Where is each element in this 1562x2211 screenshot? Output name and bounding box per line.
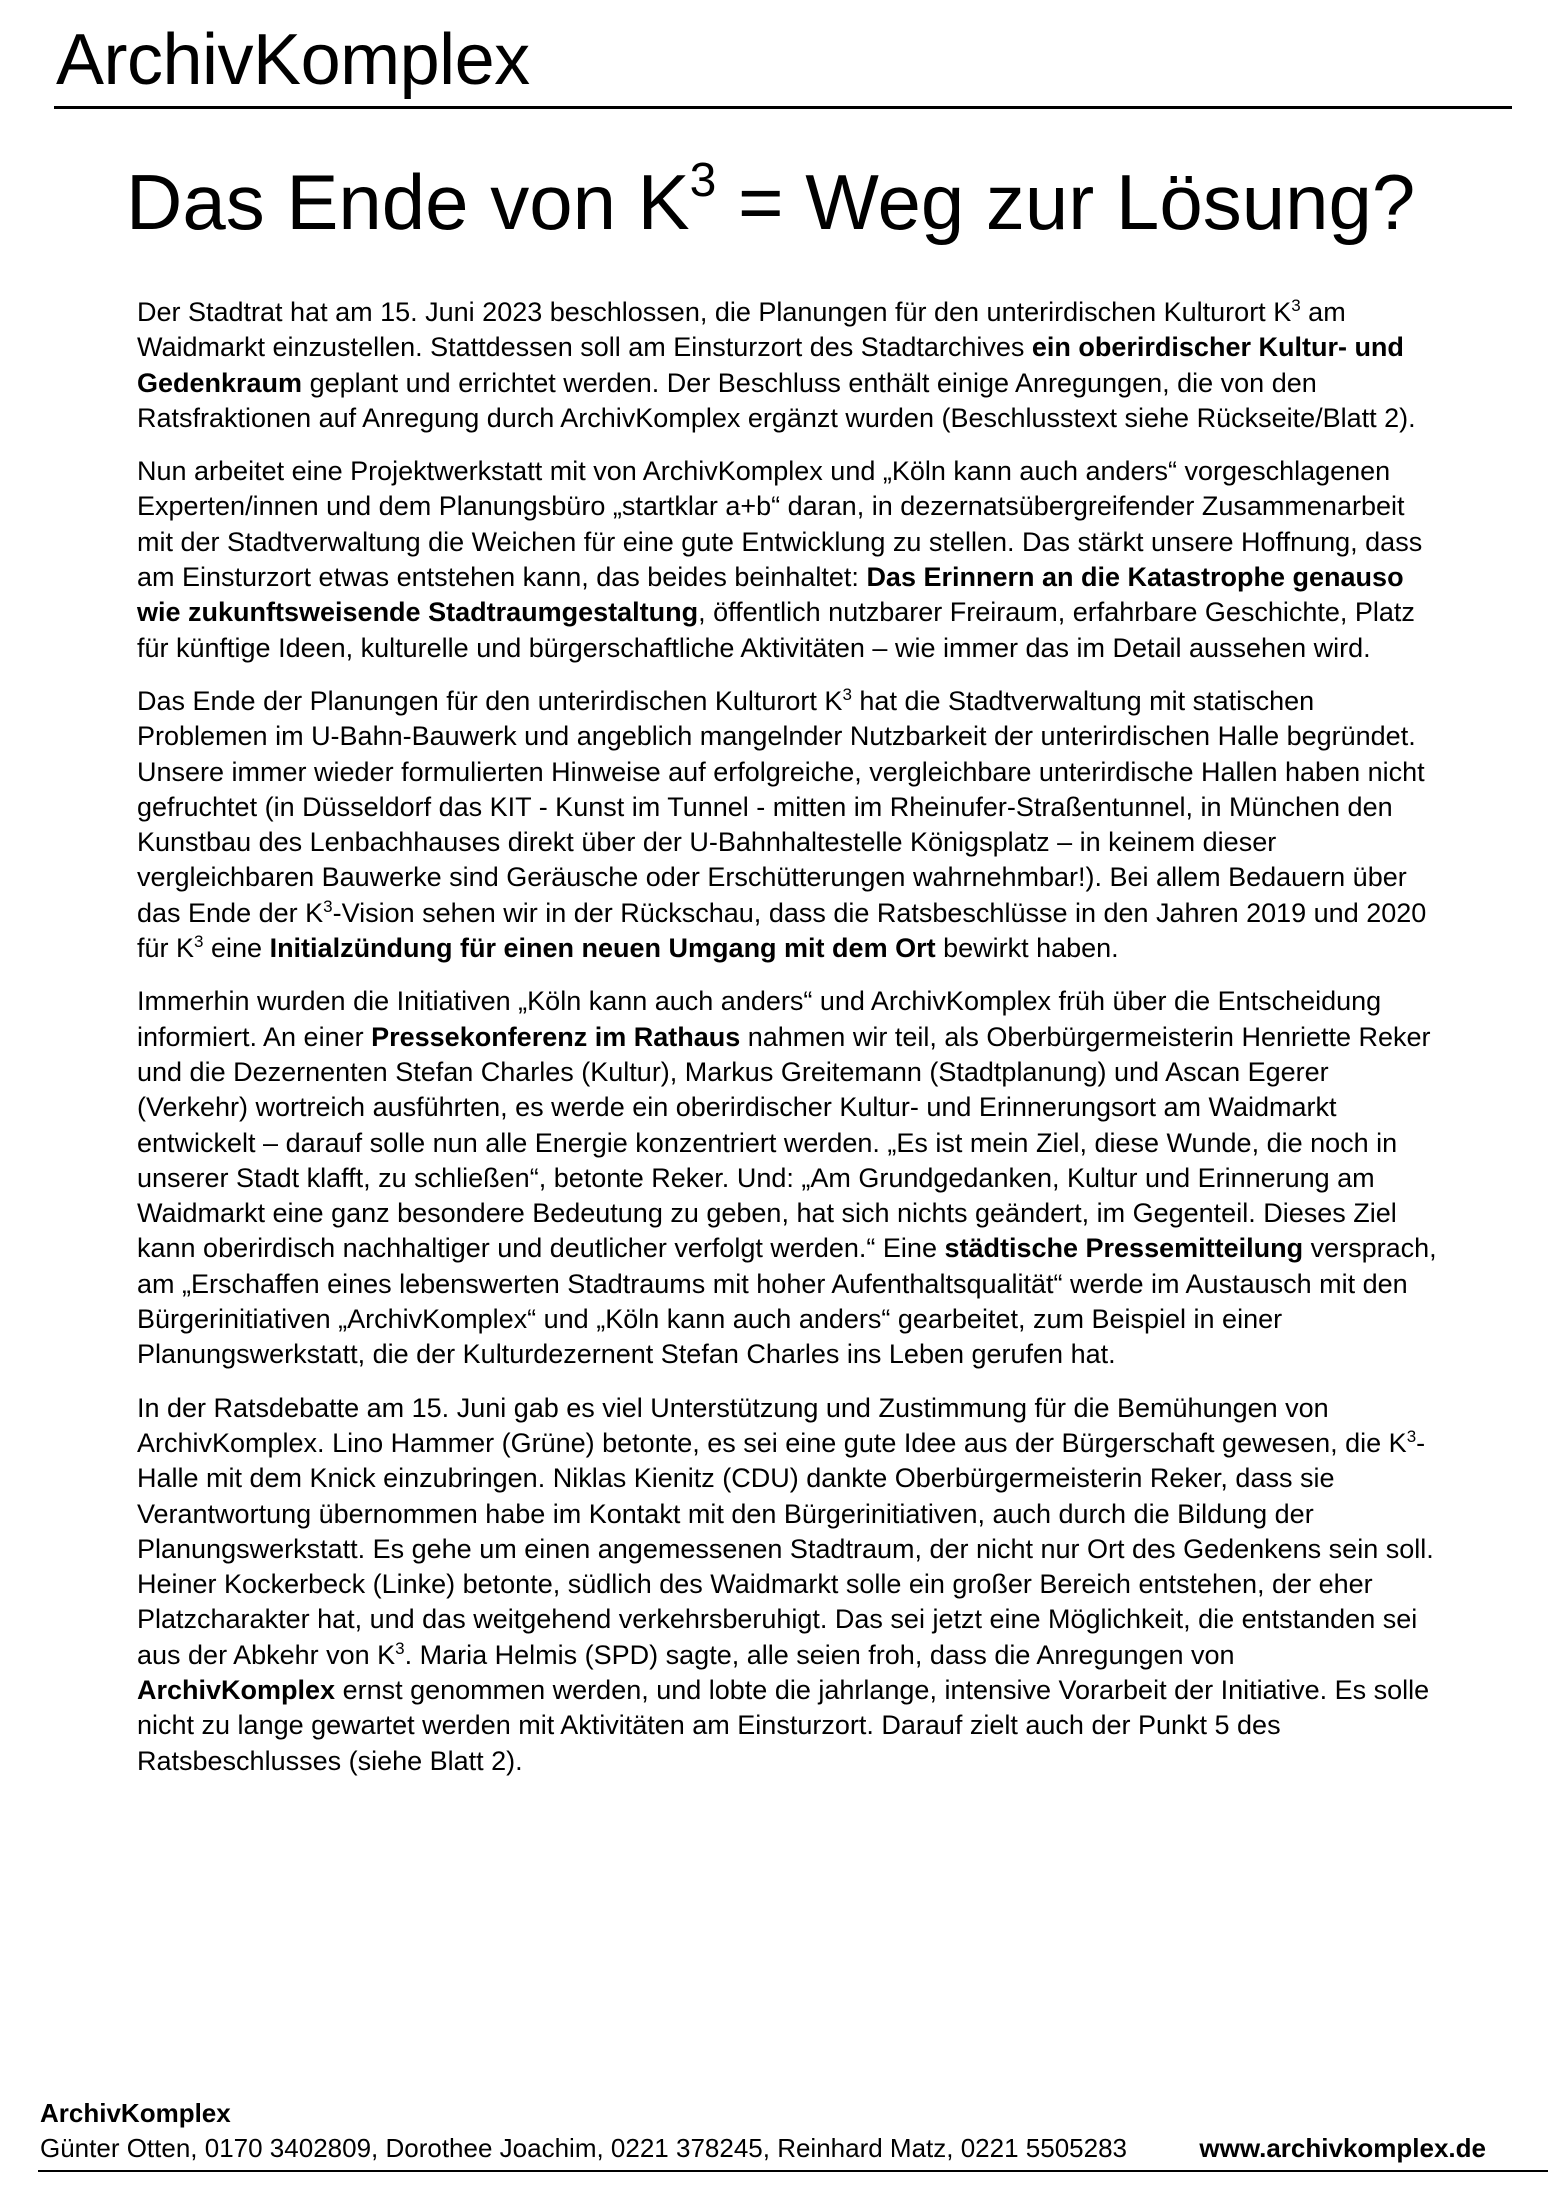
footer-website-link[interactable]: www.archivkomplex.de (1199, 2133, 1486, 2163)
p2-text: Nun arbeitet eine Projektwerkstatt mit von ArchivKomplex und „Köln kann auch anders“ vorgeschlagenen Experten/innen und dem Planungsbüro „startklar a+b“ daran, in dezernatsübergreifender Zusammenarbeit mit der Stadtverwaltung die Weichen für eine gute Entwicklung zu stellen. Das stärkt unsere Hoffnung, dass am Einsturzort etwas entstehen kann, das beides beinhaltet: (137, 456, 1423, 593)
p3-text: eine (203, 933, 270, 964)
footer-contacts: Günter Otten, 0170 3402809, Dorothee Joachim, 0221 378245, Reinhard Matz, 0221 5505283 (40, 2133, 1127, 2163)
article-body (137, 295, 1437, 1797)
paragraph-2 (137, 454, 1437, 666)
p5-superscript: 3 (395, 1638, 405, 1658)
headline-text-end: = Weg zur Lösung? (716, 158, 1416, 246)
headline-text-start: Das Ende von K (126, 158, 690, 246)
p5-text: . Maria Helmis (SPD) sagte, alle seien froh, dass die Anregungen von (404, 1639, 1235, 1670)
paragraph-5 (137, 1391, 1437, 1779)
p3-superscript: 3 (323, 896, 333, 916)
p3-text: hat die Stadtverwaltung mit statischen Problemen im U-Bahn-Bauwerk und angeblich mangelnder Nutzbarkeit der unterirdischen Halle begründet. Unsere immer wieder formulierten Hinweise auf erfolgreiche, vergleichbare unterirdische Hallen haben nicht gefruchtet (in Düsseldorf das KIT - Kunst im Tunnel - mitten im Rheinufer-Straßentunnel, in München den Kunstbau des Lenbachhauses direkt über der U-Bahnhaltestelle Königsplatz – in keinem dieser vergleichbaren Bauwerke sind Geräusche oder Erschütterungen wahrnehmbar!). Bei allem Bedauern über das Ende der K (137, 685, 1425, 928)
p1-bold: ein oberirdischer Kultur- und Gedenkraum (137, 332, 1404, 398)
header-divider (54, 106, 1512, 109)
p5-superscript: 3 (1406, 1426, 1417, 1446)
p4-text: nahmen wir teil, als Oberbürgermeisterin Henriette Reker und die Dezernenten Stefan Charles (Kultur), Markus Greitemann (Stadtplanung) und Ascan Egerer (Verkehr) wortreich ausführten, es werde ein oberirdischer Kultur- und Erinnerungsort am Waidmarkt entwickelt – darauf solle nun alle Energie konzentriert werden. „Es ist mein Ziel, diese Wunde, die noch in unserer Stadt klafft, zu schließen“, betonte Reker. Und: „Am Grundgedanken, Kultur und Erinnerung am Waidmarkt eine ganz besondere Bedeutung zu geben, hat sich nichts geändert, im Gegenteil. Dieses Ziel kann oberirdisch nachhaltiger und deutlicher verfolgt werden.“ Eine (137, 1021, 1431, 1264)
p3-superscript: 3 (194, 932, 204, 952)
p2-bold: Das Erinnern an die Katastrophe genauso wie zukunftsweisende Stadtraumgestaltung (137, 562, 1404, 628)
p1-text: geplant und errichtet werden. Der Beschluss enthält einige Anregungen, die von den Ratsfraktionen auf Anregung durch ArchivKomplex ergänzt wurden (Beschlusstext siehe Rückseite/Blatt 2). (137, 367, 1416, 433)
p4-bold: Pressekonferenz im Rathaus (371, 1021, 741, 1052)
p1-text: am Waidmarkt einzustellen. Stattdessen soll am Einsturzort des Stadtarchives (137, 297, 1346, 363)
p5-text: -Halle mit dem Knick einzubringen. Niklas Kienitz (CDU) dankte Oberbürgermeisterin Reker, dass sie Verantwortung übernommen habe im Kontakt mit den Bürgerinitiativen, auch durch die Bildung der Planungswerkstatt. Es gehe um einen angemessenen Stadtraum, der nicht nur Ort des Gedenkens sein soll. Heiner Kockerbeck (Linke) betonte, südlich des Waidmarkt solle ein großer Bereich entstehen, der eher Platzcharakter hat, und das weitgehend verkehrsberuhigt. Das sei jetzt eine Möglichkeit, die entstanden sei aus der Abkehr von K (137, 1427, 1434, 1670)
footer-divider (38, 2170, 1548, 2172)
p4-bold: städtische Pressemitteilung (944, 1233, 1304, 1264)
p5-bold: ArchivKomplex (137, 1674, 336, 1705)
p3-text: -Vision sehen wir in der Rückschau, dass die Ratsbeschlüsse in den Jahren 2019 und 2020 für K (137, 897, 1427, 964)
headline-superscript: 3 (689, 154, 717, 207)
paragraph-4 (137, 984, 1437, 1372)
p1-text: Der Stadtrat hat am 15. Juni 2023 beschlossen, die Planungen für den unterirdischen Kulturort K (137, 297, 1292, 327)
p3-text: Das Ende der Planungen für den unterirdischen Kulturort K (137, 685, 843, 716)
p1-superscript: 3 (1291, 296, 1301, 315)
p3-superscript: 3 (842, 684, 852, 704)
footer-org-name: ArchivKomplex (40, 2098, 231, 2128)
p3-bold: Initialzündung für einen neuen Umgang mit dem Ort (269, 933, 936, 964)
p4-text: versprach, am „Erschaffen eines lebenswerten Stadtraums mit hoher Aufenthaltsqualität“ werde im Austausch mit den Bürgerinitiativen „ArchivKomplex“ und „Köln kann auch anders“ gearbeitet, zum Beispiel in einer Planungswerkstatt, die der Kulturdezernent Stefan Charles ins Leben gerufen hat. (137, 1233, 1437, 1370)
p4-text: Immerhin wurden die Initiativen „Köln kann auch anders“ und ArchivKomplex früh über die Entscheidung informiert. An einer (137, 986, 1382, 1052)
p3-text: bewirkt haben. (935, 933, 1119, 964)
p5-text: In der Ratsdebatte am 15. Juni gab es viel Unterstützung und Zustimmung für die Bemühungen von ArchivKomplex. Lino Hammer (Grüne) betonte, es sei eine gute Idee aus der Bürgerschaft gewesen, die K (137, 1392, 1407, 1458)
page-headline (126, 154, 1416, 246)
p2-text: , öffentlich nutzbarer Freiraum, erfahrbare Geschichte, Platz für künftige Ideen, kulturelle und bürgerschaftliche Aktivitäten – wie immer das im Detail aussehen wird. (137, 597, 1415, 663)
paragraph-3 (137, 684, 1437, 966)
header-title: ArchivKomplex (56, 20, 530, 100)
p5-text: ernst genommen werden, und lobte die jahrlange, intensive Vorarbeit der Initiative. Es solle nicht zu lange gewartet werden mit Aktivitäten am Einsturzort. Darauf zielt auch der Punkt 5 des Ratsbeschlusses (siehe Blatt 2). (137, 1674, 1430, 1776)
paragraph-1 (137, 295, 1437, 436)
